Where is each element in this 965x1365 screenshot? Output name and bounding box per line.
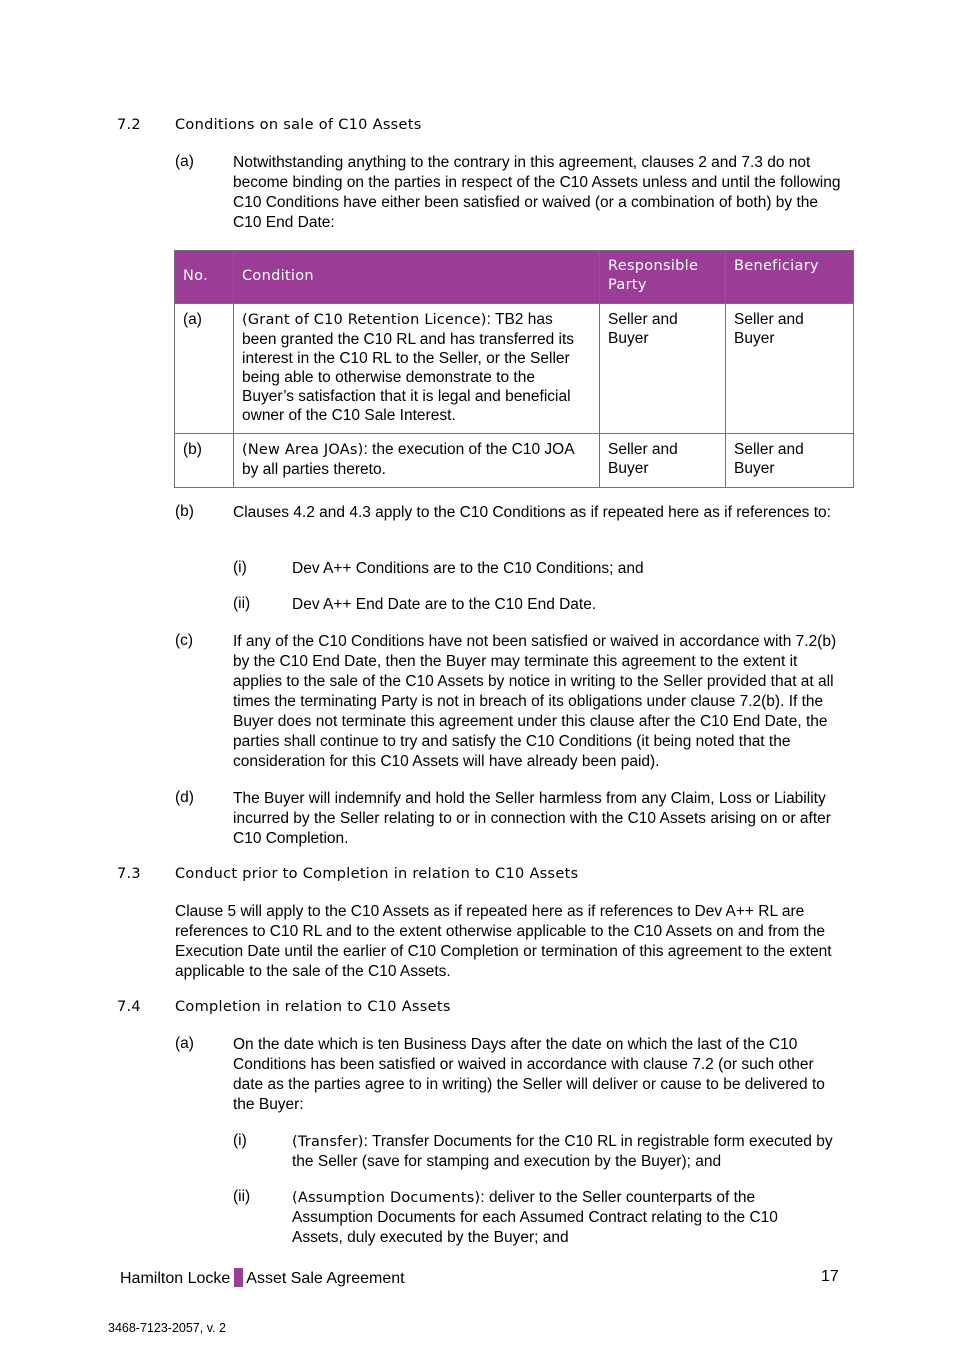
clause-7-4-a-number: (a)	[175, 1035, 194, 1052]
clause-7-2-c-text: If any of the C10 Conditions have not been satisfied or waived in accordance with 7.2(b) by the C10 End Date, then the Buyer may terminate this agreement to the extent it applies to the sale of the C10 Assets by notice in writing to the Seller provided that at all times the terminating Party is not in breach of its obligations under clause 7.2(b). If the Buyer does not terminate this agreement under this clause after the C10 End Date, the parties shall continue to try and satisfy the C10 Conditions (it being noted that the consideration for this C10 Assets will have already been paid).	[233, 633, 837, 770]
section-7-4-number: 7.4	[117, 999, 141, 1015]
brand-bar-icon	[234, 1268, 243, 1287]
row-a-condition-label: (Grant of C10 Retention Licence)	[242, 312, 487, 328]
section-7-3-title: Conduct prior to Completion in relation to C10 Assets	[175, 866, 579, 882]
row-b-party: Seller and Buyer	[600, 434, 726, 488]
conditions-table	[174, 250, 854, 488]
clause-7-4-a-ii-text	[292, 1188, 832, 1248]
page-number: 17	[821, 1268, 839, 1285]
footer-branding	[120, 1268, 405, 1288]
clause-7-2-a-text: Notwithstanding anything to the contrary in this agreement, clauses 2 and 7.3 do not become binding on the parties in respect of the C10 Assets unless and until the following C10 Conditions have either been satisfied or waived (or a combination of both) by the C10 End Date:	[233, 154, 841, 231]
row-b-no: (b)	[175, 434, 234, 488]
clause-7-4-a-ii-label: (Assumption Documents)	[292, 1190, 481, 1206]
row-b-condition	[234, 434, 600, 488]
section-7-3-number: 7.3	[117, 866, 141, 882]
clause-7-2-b-number: (b)	[175, 503, 194, 520]
footer-document-title: Asset Sale Agreement	[246, 1270, 405, 1287]
table-header-row	[175, 251, 854, 304]
clause-7-2-b-i-number: (i)	[233, 559, 247, 576]
clause-7-4-a-i-label: (Transfer)	[292, 1134, 364, 1150]
clause-7-2-d-number: (d)	[175, 789, 194, 806]
row-b-condition-label: (New Area JOAs)	[242, 442, 364, 458]
clause-7-2-b-i-text: Dev A++ Conditions are to the C10 Conditions; and	[292, 560, 644, 577]
section-7-2-number: 7.2	[117, 117, 141, 133]
row-a-condition	[234, 304, 600, 434]
clause-7-4-a-text: On the date which is ten Business Days after the date on which the last of the C10 Conditions has been satisfied or waived in accordance with clause 7.2 (or such other date as the parties agree to in writing) the Seller will deliver or cause to be delivered to the Buyer:	[233, 1036, 825, 1113]
row-a-condition-text: : TB2 has been granted the C10 RL and has transferred its interest in the C10 RL to the Seller, or the Seller being able to otherwise demonstrate to the Buyer’s satisfaction that it is legal and beneficial owner of the C10 Sale Interest.	[242, 311, 575, 424]
section-7-4-title: Completion in relation to C10 Assets	[175, 999, 451, 1015]
row-a-beneficiary: Seller and Buyer	[726, 304, 854, 434]
clause-7-2-a-number: (a)	[175, 153, 194, 170]
row-b-beneficiary: Seller and Buyer	[726, 434, 854, 488]
document-reference: 3468-7123-2057, v. 2	[108, 1321, 226, 1335]
clause-7-4-a-i-text	[292, 1132, 847, 1172]
clause-7-4-a-i-number: (i)	[233, 1132, 247, 1149]
header-responsible-party: Responsible Party	[600, 251, 726, 304]
clause-7-2-c-number: (c)	[175, 632, 194, 649]
table-row	[175, 434, 854, 488]
footer-firm-name: Hamilton Locke	[120, 1270, 231, 1287]
row-a-party: Seller and Buyer	[600, 304, 726, 434]
row-b-condition-text: : the execution of the C10 JOA by all parties thereto.	[242, 441, 574, 478]
clause-7-2-b-text: Clauses 4.2 and 4.3 apply to the C10 Conditions as if repeated here as if references to:	[233, 504, 831, 521]
clause-7-4-a-ii-body: : deliver to the Seller counterparts of the Assumption Documents for each Assumed Contract relating to the C10 Assets, duly executed by the Buyer; and	[292, 1189, 778, 1246]
clause-7-2-d-text: The Buyer will indemnify and hold the Seller harmless from any Claim, Loss or Liability incurred by the Seller relating to or in connection with the C10 Assets arising on or after C10 Completion.	[233, 790, 831, 847]
table-row	[175, 304, 854, 434]
clause-7-2-b-ii-text: Dev A++ End Date are to the C10 End Date.	[292, 596, 597, 613]
clause-7-4-a-ii-number: (ii)	[233, 1188, 251, 1205]
header-beneficiary: Beneficiary	[726, 251, 854, 304]
section-7-3-text: Clause 5 will apply to the C10 Assets as if repeated here as if references to Dev A++ RL are references to C10 RL and to the extent otherwise applicable to the C10 Assets on and from the Execution Date until the earlier of C10 Completion or termination of this agreement to the extent applicable to the sale of the C10 Assets.	[175, 903, 832, 980]
clause-7-4-a-i-body: : Transfer Documents for the C10 RL in registrable form executed by the Seller (save for stamping and execution by the Buyer); and	[292, 1133, 833, 1170]
header-condition: Condition	[234, 251, 600, 304]
row-a-no: (a)	[175, 304, 234, 434]
section-7-2-title: Conditions on sale of C10 Assets	[175, 117, 422, 133]
clause-7-2-b-ii-number: (ii)	[233, 595, 251, 612]
header-no: No.	[175, 251, 234, 304]
